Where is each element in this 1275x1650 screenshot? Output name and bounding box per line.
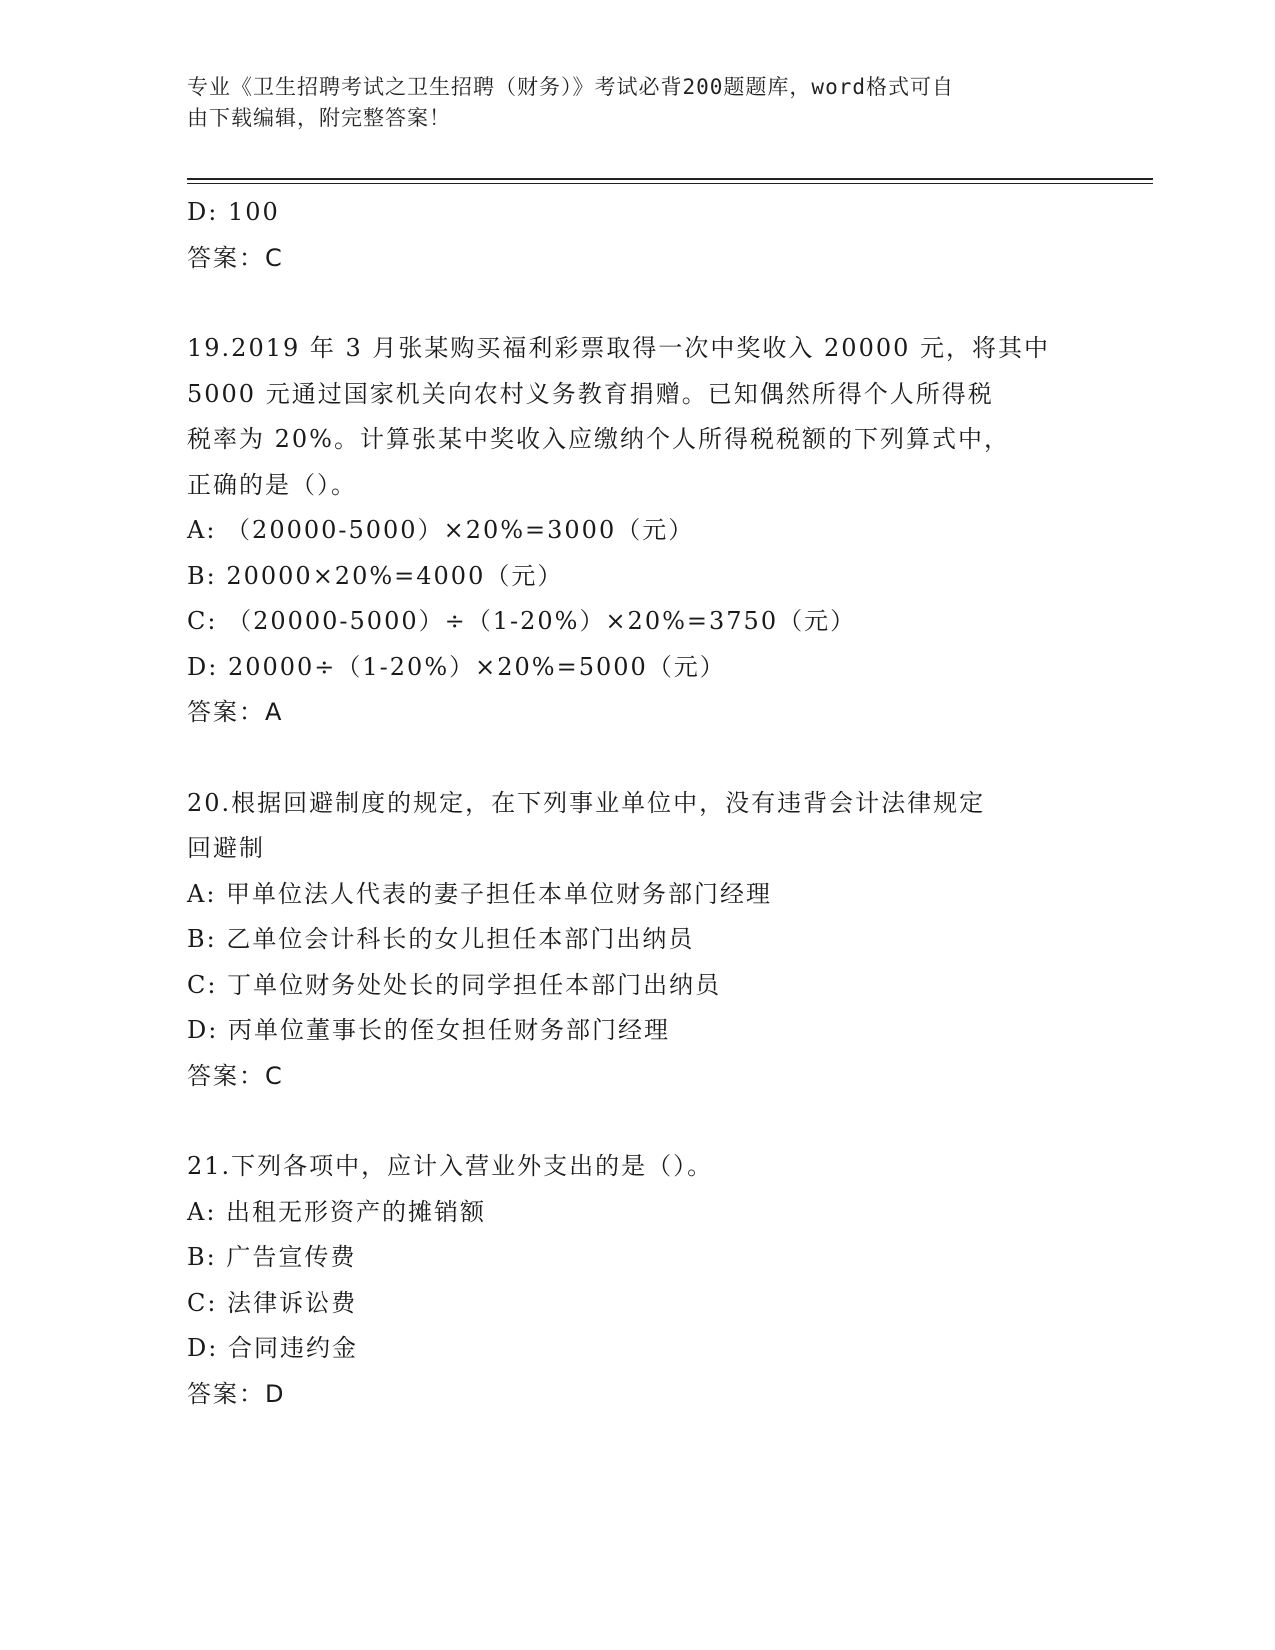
option-b: B: 20000×20%=4000（元） — [187, 561, 564, 590]
question-stem-line: 税率为 20%。计算张某中奖收入应缴纳个人所得税税额的下列算式中， — [187, 425, 1010, 453]
document-body — [187, 190, 1087, 1417]
option-a: A: 出租无形资产的摊销额 — [187, 1197, 487, 1226]
option-a: A: 甲单位法人代表的妻子担任本单位财务部门经理 — [187, 879, 773, 908]
question-stem-line: 21.下列各项中，应计入营业外支出的是（）。 — [187, 1152, 714, 1180]
document-header — [187, 72, 1087, 134]
option-d: D: 20000÷（1-20%）×20%=5000（元） — [187, 652, 726, 681]
spacer — [187, 281, 1087, 326]
answer-line: 答案：C — [187, 243, 284, 272]
answer-line: 答案：C — [187, 1061, 284, 1090]
header-rule-thin — [187, 183, 1153, 184]
answer-line: 答案：D — [187, 1379, 286, 1408]
option-b: B: 广告宣传费 — [187, 1243, 357, 1271]
header-title-line-2: 由下载编辑，附完整答案！ — [187, 106, 451, 130]
option-d: D: 合同违约金 — [187, 1334, 358, 1362]
answer-line: 答案：A — [187, 698, 284, 726]
option-c: C: （20000-5000）÷（1-20%）×20%=3750（元） — [187, 607, 857, 635]
question-stem-line: 19.2019 年 3 月张某购买福利彩票取得一次中奖收入 20000 元，将其中 — [187, 334, 1051, 362]
question-stem-line: 5000 元通过国家机关向农村义务教育捐赠。已知偶然所得个人所得税 — [187, 379, 994, 408]
option-c: C: 法律诉讼费 — [187, 1288, 358, 1317]
header-title-line-1: 专业《卫生招聘考试之卫生招聘（财务）》考试必背200题题库，word格式可自 — [187, 75, 954, 99]
option-b: B: 乙单位会计科长的女儿担任本部门出纳员 — [187, 925, 695, 953]
spacer — [187, 736, 1087, 781]
question-21 — [187, 1144, 1087, 1417]
spacer — [187, 1099, 1087, 1144]
question-18-tail — [187, 190, 1087, 281]
question-19 — [187, 326, 1087, 736]
question-stem-line: 正确的是（）。 — [187, 470, 357, 499]
option-d: D: 100 — [187, 198, 280, 226]
option-d: D: 丙单位董事长的侄女担任财务部门经理 — [187, 1016, 670, 1044]
question-20 — [187, 781, 1087, 1100]
option-a: A: （20000-5000）×20%=3000（元） — [187, 516, 695, 544]
header-rule-thick — [187, 178, 1153, 180]
question-stem-line: 回避制 — [187, 834, 265, 862]
question-stem-line: 20.根据回避制度的规定，在下列事业单位中，没有违背会计法律规定 — [187, 788, 986, 817]
option-c: C: 丁单位财务处处长的同学担任本部门出纳员 — [187, 970, 722, 999]
